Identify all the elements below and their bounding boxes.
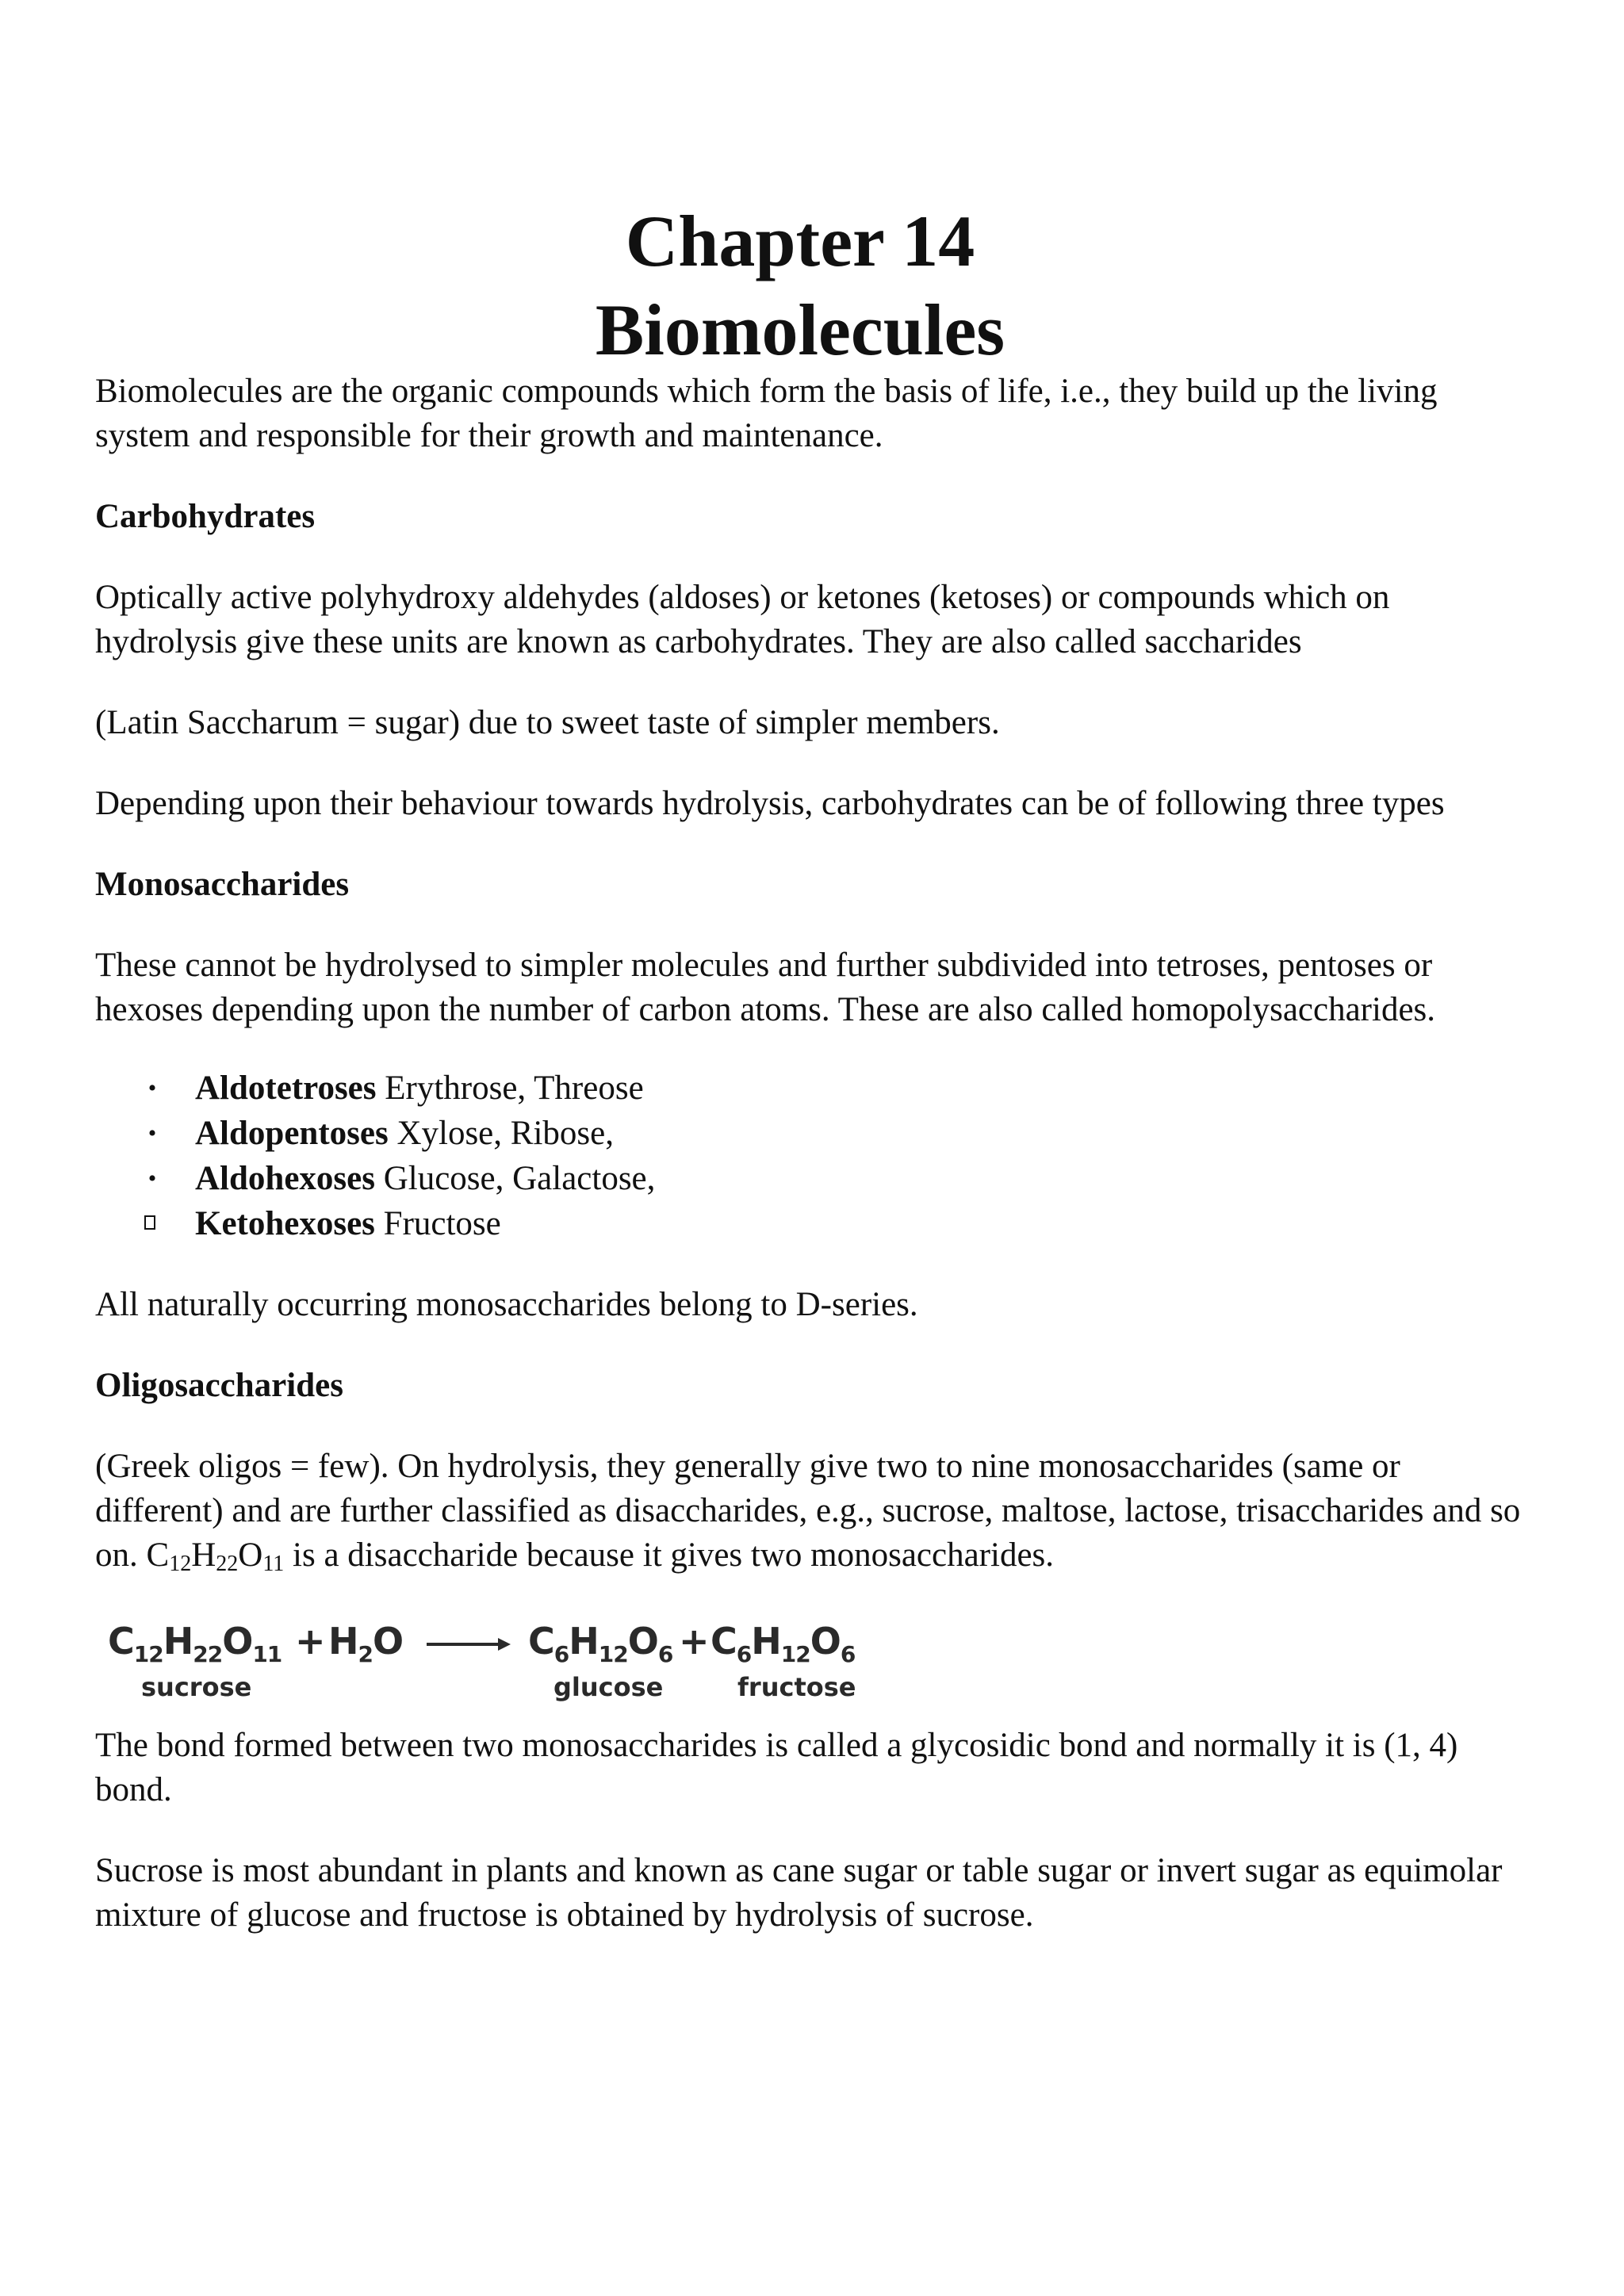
- list-item: [95, 1066, 1522, 1111]
- fructose-label: fructose: [737, 1672, 856, 1702]
- list-term: Aldotetroses: [195, 1070, 377, 1107]
- sucrose-label: sucrose: [141, 1672, 252, 1702]
- chapter-name: Biomolecules: [595, 289, 1005, 370]
- plus-sign: +: [679, 1620, 709, 1663]
- monosaccharide-list: [95, 1066, 1522, 1246]
- carbohydrates-heading: Carbohydrates: [95, 498, 316, 535]
- monosaccharides-paragraph: These cannot be hydrolysed to simpler molecules and further subdivided into tetroses, pentoses or hexoses depending upon the number of carbon atoms. These are also called homopolysaccharides.: [95, 947, 1436, 1028]
- document-body: [95, 369, 1522, 1938]
- bullet-icon: •: [147, 1120, 157, 1146]
- glucose-label: glucose: [553, 1672, 664, 1702]
- list-item: [95, 1156, 1522, 1201]
- d-series-note: All naturally occurring monosaccharides belong to D-series.: [95, 1286, 918, 1323]
- chapter-number: Chapter 14: [625, 201, 975, 281]
- list-item: [95, 1201, 1522, 1246]
- glycosidic-bond-paragraph: The bond formed between two monosaccharides is called a glycosidic bond and normally it is (1, 4) bond.: [95, 1727, 1458, 1808]
- oligosaccharides-heading: Oligosaccharides: [95, 1367, 343, 1404]
- saccharum-note: (Latin Saccharum = sugar) due to sweet taste of simpler members.: [95, 704, 1000, 741]
- bullet-icon: •: [147, 1165, 157, 1192]
- intro-paragraph: Biomolecules are the organic compounds which form the basis of life, i.e., they build up the living system and responsible for their growth and maintenance.: [95, 373, 1438, 454]
- list-term: Ketohexoses: [195, 1205, 375, 1242]
- reactant-formula: $C_{12}H_{22}O_{11}$: [108, 1620, 282, 1667]
- list-text: Glucose, Galactose,: [374, 1160, 656, 1197]
- water-formula: $H_2O$: [328, 1620, 404, 1667]
- box-bullet-icon: [144, 1215, 155, 1230]
- list-text: Erythrose, Threose: [376, 1070, 644, 1107]
- chapter-title: [0, 197, 1600, 374]
- hydrolysis-equation: [108, 1613, 901, 1716]
- fructose-formula: $C_6H_{12}O_6$: [710, 1620, 856, 1667]
- oligosaccharides-paragraph: (Greek oligos = few). On hydrolysis, they generally give two to nine monosaccharides (same or different) and are further classified as disaccharides, e.g., sucrose, maltose, lactose, trisaccharides and so on. $C_{12}H_{22}O_{11}$ is a disaccharide because it gives two monosaccharides.: [95, 1448, 1521, 1576]
- plus-sign: +: [295, 1620, 325, 1663]
- glucose-formula: $C_6H_{12}O_6$: [528, 1620, 673, 1667]
- carbohydrates-definition: Optically active polyhydroxy aldehydes (aldoses) or ketones (ketoses) or compounds which on hydrolysis give these units are known as carbohydrates. They are also called saccharides: [95, 579, 1390, 660]
- carbohydrate-types-intro: Depending upon their behaviour towards hydrolysis, carbohydrates can be of following three types: [95, 785, 1445, 822]
- list-text: Xylose, Ribose,: [388, 1115, 614, 1152]
- monosaccharides-heading: Monosaccharides: [95, 866, 350, 903]
- sucrose-paragraph: Sucrose is most abundant in plants and known as cane sugar or table sugar or invert sugar as equimolar mixture of glucose and fructose is obtained by hydrolysis of sucrose.: [95, 1852, 1503, 1934]
- list-item: [95, 1111, 1522, 1156]
- bullet-icon: •: [147, 1075, 157, 1101]
- reaction-arrow-icon: [425, 1636, 512, 1652]
- list-text: Fructose: [374, 1205, 501, 1242]
- list-term: Aldopentoses: [195, 1115, 389, 1152]
- sucrose-formula: $C_{12}H_{22}O_{11}$: [146, 1536, 285, 1576]
- list-term: Aldohexoses: [195, 1160, 375, 1197]
